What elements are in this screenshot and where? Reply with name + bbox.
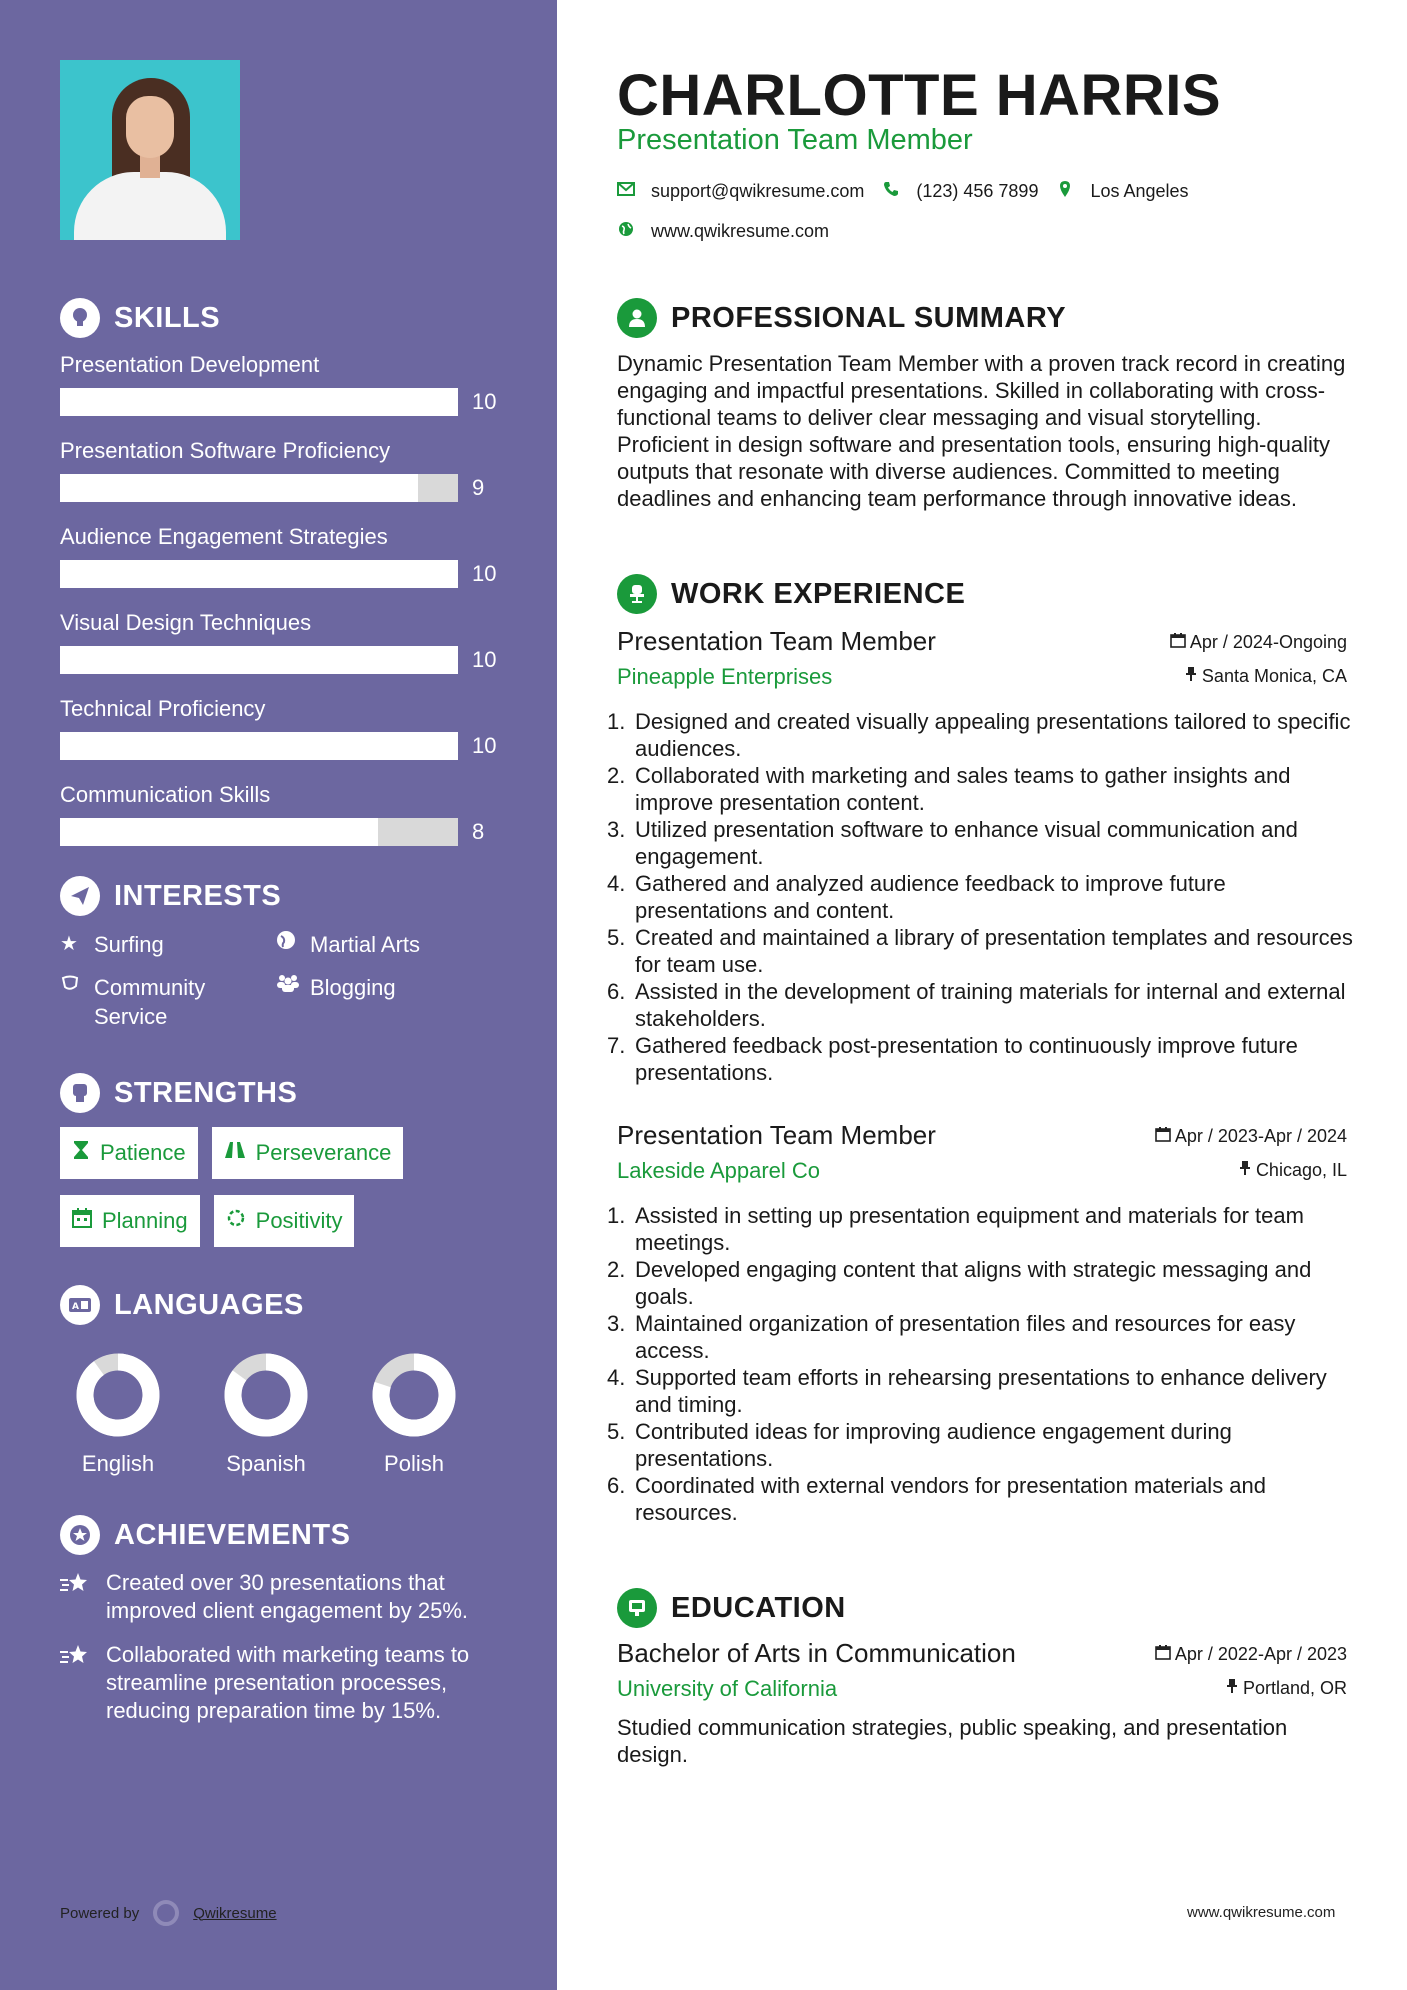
location-text: Los Angeles xyxy=(1090,181,1189,201)
interest-martial-arts: Martial Arts xyxy=(276,930,476,959)
language-name: Spanish xyxy=(226,1451,306,1476)
skill-value: 10 xyxy=(472,647,497,672)
languages-section xyxy=(60,1285,497,1477)
qwikresume-link[interactable]: Qwikresume xyxy=(193,1904,277,1922)
language-level-ring xyxy=(76,1353,160,1437)
skill-name: Visual Design Techniques xyxy=(60,610,312,635)
sidebar xyxy=(0,0,557,1990)
achievement-item: Collaborated with marketing teams to streamline presentation processes, reducing preparation time by 15%. xyxy=(60,1641,497,1725)
skill-value: 8 xyxy=(472,819,485,844)
envelope-icon xyxy=(617,182,635,201)
job-bullet: 2. Developed engaging content that aligns with strategic messaging and goals. xyxy=(607,1257,1312,1309)
strengths-section xyxy=(60,1073,497,1247)
strength-perseverance: Perseverance xyxy=(212,1127,404,1179)
skill-bar-fill xyxy=(60,646,458,674)
education-date: Apr / 2022-Apr / 2023 xyxy=(1155,1644,1347,1665)
job-bullet: 2. Collaborated with marketing and sales teams to gather insights and improve presentation content. xyxy=(607,763,1291,815)
job-bullet: 4. Supported team efforts in rehearsing presentations to enhance delivery and timing. xyxy=(607,1365,1327,1417)
hourglass-icon xyxy=(72,1140,90,1166)
skill-bar xyxy=(60,818,458,846)
job-bullet: 1. Assisted in setting up presentation equipment and materials for team meetings. xyxy=(607,1203,1304,1255)
interest-community-service: Community Service xyxy=(60,973,276,1031)
skills-heading: SKILLS xyxy=(60,298,497,338)
company-name: Lakeside Apparel Co xyxy=(617,1158,821,1183)
skill-item xyxy=(60,438,497,502)
job-bullet: 3. Maintained organization of presentation files and resources for easy access. xyxy=(607,1311,1296,1363)
skill-name: Communication Skills xyxy=(60,782,271,807)
language-item xyxy=(372,1353,456,1477)
job-bullet: 3. Utilized presentation software to enhance visual communication and engagement. xyxy=(607,817,1298,869)
language-level-ring xyxy=(372,1353,456,1437)
skill-name: Presentation Development xyxy=(60,352,320,377)
interests-section xyxy=(60,876,497,1031)
achievement-item: Created over 30 presentations that improved client engagement by 25%. xyxy=(60,1569,497,1625)
shooting-star-icon xyxy=(60,1569,94,1625)
map-pin-icon xyxy=(1056,180,1074,203)
road-icon xyxy=(224,1141,246,1165)
job-bullet: 1. Designed and created visually appealing presentations tailored to specific audiences. xyxy=(607,709,1351,761)
job-title: Presentation Team Member xyxy=(617,626,936,656)
skill-bar xyxy=(60,474,458,502)
hand-icon xyxy=(60,973,84,1031)
candidate-name: CHARLOTTE HARRIS xyxy=(617,63,1222,128)
interest-surfing: ★ Surfing xyxy=(60,932,164,957)
achievements-section xyxy=(60,1515,497,1725)
skill-bar xyxy=(60,388,458,416)
job-bullet: 6. Assisted in the development of training materials for internal and external stakeholders. xyxy=(607,979,1346,1031)
phone-icon xyxy=(882,181,900,202)
school-name: University of California xyxy=(617,1676,838,1701)
summary-heading: PROFESSIONAL SUMMARY xyxy=(617,298,1066,338)
job-bullet: 4. Gathered and analyzed audience feedback to improve future presentations and content. xyxy=(607,871,1226,923)
skill-item xyxy=(60,524,497,588)
job-bullet: 6. Coordinated with external vendors for presentation materials and resources. xyxy=(607,1473,1267,1525)
skill-bar xyxy=(60,732,458,760)
pin-icon xyxy=(1239,1160,1256,1180)
company-name: Pineapple Enterprises xyxy=(617,664,833,689)
globe-icon xyxy=(276,930,300,959)
achievements-heading: ACHIEVEMENTS xyxy=(60,1515,497,1555)
skill-name: Audience Engagement Strategies xyxy=(60,524,388,549)
calendar-icon xyxy=(1155,1126,1175,1146)
job-date: Apr / 2024-Ongoing xyxy=(1170,632,1347,653)
skill-value: 10 xyxy=(472,561,497,586)
powered-by: Powered by Qwikresume xyxy=(60,1900,277,1926)
skill-value: 9 xyxy=(472,475,485,500)
strengths-heading: STRENGTHS xyxy=(60,1073,497,1113)
fist-icon xyxy=(60,1073,100,1113)
interests-heading: INTERESTS xyxy=(60,876,497,916)
education-location: Portland, OR xyxy=(1226,1678,1347,1699)
job-location: Chicago, IL xyxy=(1239,1160,1347,1181)
skill-bar-fill xyxy=(60,732,458,760)
skill-bar xyxy=(60,560,458,588)
calendar-icon xyxy=(1155,1644,1175,1664)
summary-text: Dynamic Presentation Team Member with a proven track record in creating engaging and impactful presentations. Skilled in collaborating with cross-functional teams to deliver clear messaging and visual storytelling. Proficient in design software and presentation tools, ensuring high-quality outputs that resonate with diverse audiences. Committed to meeting deadlines and enhancing team performance through innovative ideas. xyxy=(617,351,1346,511)
user-icon xyxy=(617,298,657,338)
skill-value: 10 xyxy=(472,733,497,758)
skill-item xyxy=(60,696,497,760)
job-title: Presentation Team Member xyxy=(617,1120,936,1150)
website-link[interactable]: www.qwikresume.com xyxy=(651,221,830,241)
language-ring-fill xyxy=(85,1362,151,1428)
skill-bar-fill xyxy=(60,474,418,502)
job-bullets xyxy=(607,708,1357,1086)
language-level-ring xyxy=(224,1353,308,1437)
experience-heading: WORK EXPERIENCE xyxy=(617,574,965,614)
pin-icon xyxy=(1226,1678,1243,1698)
spinner-icon xyxy=(226,1208,246,1234)
skill-bar xyxy=(60,646,458,674)
svg-text:A: A xyxy=(72,1302,80,1312)
language-icon xyxy=(60,1285,100,1325)
language-item xyxy=(224,1353,308,1477)
profile-photo xyxy=(60,60,240,240)
education-description: Studied communication strategies, public speaking, and presentation design. xyxy=(617,1715,1288,1767)
skill-name: Presentation Software Proficiency xyxy=(60,438,391,463)
job-bullets xyxy=(607,1202,1357,1526)
shooting-star-icon xyxy=(60,1641,94,1725)
strength-positivity: Positivity xyxy=(214,1195,355,1247)
degree-title: Bachelor of Arts in Communication xyxy=(617,1638,1016,1668)
paper-plane-icon xyxy=(60,876,100,916)
language-item xyxy=(76,1353,160,1477)
education-heading: EDUCATION xyxy=(617,1588,846,1628)
star-badge-icon xyxy=(60,1515,100,1555)
language-name: Polish xyxy=(384,1451,444,1476)
skill-item xyxy=(60,352,497,416)
phone-number: (123) 456 7899 xyxy=(916,181,1039,201)
job-date: Apr / 2023-Apr / 2024 xyxy=(1155,1126,1347,1147)
job-bullet: 5. Created and maintained a library of presentation templates and resources for team use. xyxy=(607,925,1353,977)
skills-section xyxy=(60,298,497,846)
globe-icon xyxy=(617,221,635,242)
skill-bar-fill xyxy=(60,818,378,846)
skill-name: Technical Proficiency xyxy=(60,696,266,721)
skill-item xyxy=(60,610,497,674)
job-bullet: 7. Gathered feedback post-presentation to continuously improve future presentations. xyxy=(607,1033,1298,1085)
calendar-icon xyxy=(72,1208,92,1234)
calendar-icon xyxy=(1170,632,1190,652)
languages-heading: A LANGUAGES xyxy=(60,1285,497,1325)
users-icon xyxy=(276,973,300,1031)
interest-blogging: Blogging xyxy=(276,973,476,1031)
skill-value: 10 xyxy=(472,389,497,414)
language-name: English xyxy=(81,1451,155,1476)
lightbulb-icon xyxy=(60,298,100,338)
job-bullet: 5. Contributed ideas for improving audience engagement during presentations. xyxy=(607,1419,1232,1471)
pin-icon xyxy=(1185,666,1202,686)
skill-bar-fill xyxy=(60,560,458,588)
skill-bar-fill xyxy=(60,388,458,416)
strength-patience: Patience xyxy=(60,1127,198,1179)
candidate-role: Presentation Team Member xyxy=(617,124,973,156)
strength-planning: Planning xyxy=(60,1195,200,1247)
chair-icon xyxy=(617,574,657,614)
email-link[interactable]: support@qwikresume.com xyxy=(651,181,865,201)
graduation-icon xyxy=(617,1588,657,1628)
star-icon: ★ xyxy=(60,933,78,955)
website-row xyxy=(617,221,829,242)
skill-item xyxy=(60,782,497,846)
qwikresume-logo-icon xyxy=(153,1900,179,1926)
contact-row xyxy=(617,180,1189,203)
job-location: Santa Monica, CA xyxy=(1185,666,1347,687)
footer-website-link[interactable]: www.qwikresume.com xyxy=(1187,1904,1336,1921)
